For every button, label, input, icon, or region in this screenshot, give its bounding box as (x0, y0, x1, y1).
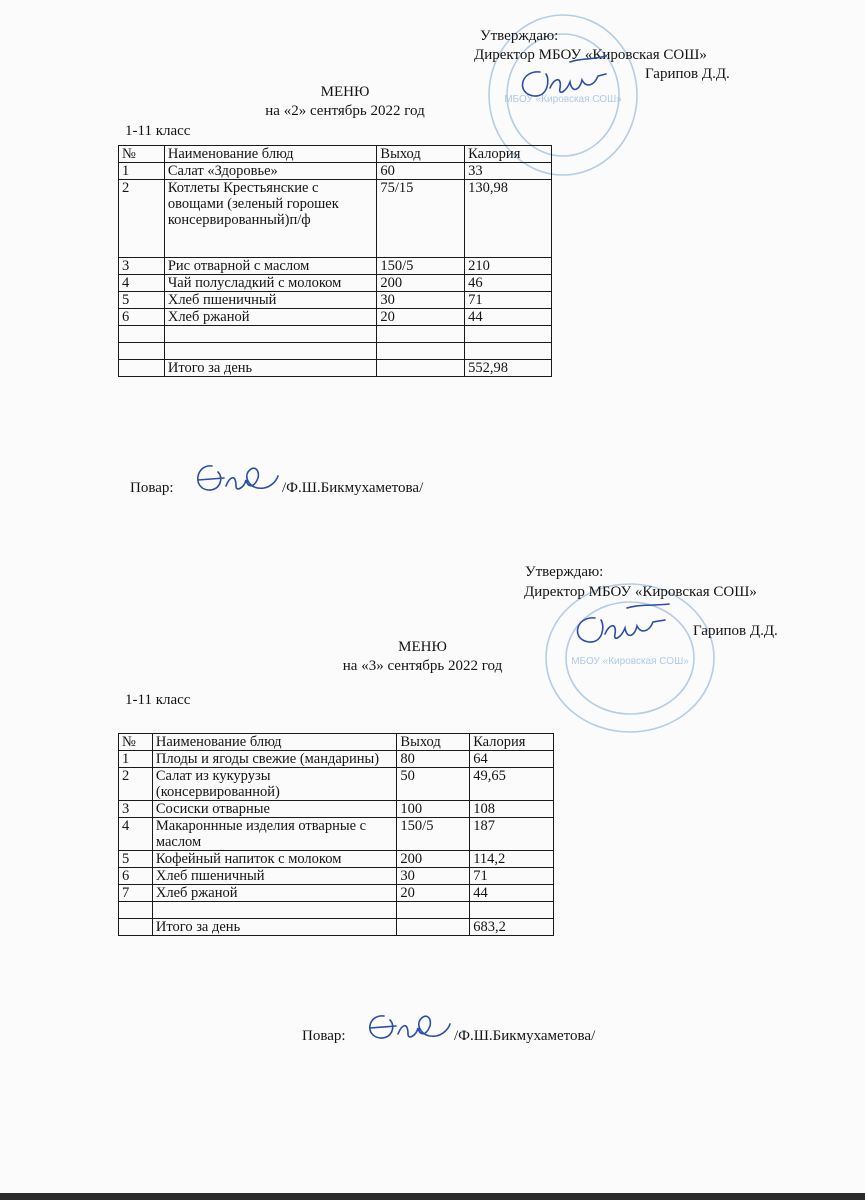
approve-label: Утверждаю: (525, 564, 604, 580)
row-cal: 130,98 (465, 180, 552, 258)
table-row (119, 751, 554, 768)
row-num: 3 (119, 801, 153, 818)
row-num: 1 (119, 751, 153, 768)
table-row (119, 163, 552, 180)
row-cal: 64 (470, 751, 554, 768)
row-name: Хлеб пшеничный (152, 868, 397, 885)
row-out: 200 (377, 275, 465, 292)
director-title: Директор МБОУ «Кировская СОШ» (474, 47, 707, 63)
row-name: Чай полусладкий с молоком (164, 275, 377, 292)
col-cal-header: Калория (465, 146, 552, 163)
row-cal: 108 (470, 801, 554, 818)
row-out: 80 (397, 751, 470, 768)
row-out: 20 (397, 885, 470, 902)
table-row (119, 885, 554, 902)
director-name: Гарипов Д.Д. (645, 66, 730, 82)
col-num-header: № (119, 146, 165, 163)
row-num: 7 (119, 885, 153, 902)
table-row (119, 275, 552, 292)
row-name: Салат из кукурузы (консервированной) (152, 768, 397, 801)
table-total-row (119, 919, 554, 936)
row-out: 150/5 (397, 818, 470, 851)
table-total-row (119, 360, 552, 377)
row-out: 50 (397, 768, 470, 801)
table-header-row (119, 146, 552, 163)
row-name: Рис отварной с маслом (164, 258, 377, 275)
stamp-text: МБОУ «Кировская СОШ» (504, 94, 622, 105)
row-name: Котлеты Крестьянские с овощами (зеленый горошек консервированный)п/ф (164, 180, 377, 258)
row-cal: 44 (470, 885, 554, 902)
menu-date: на «2» сентябрь 2022 год (265, 103, 425, 119)
table-header-row (119, 734, 554, 751)
row-cal: 114,2 (470, 851, 554, 868)
row-num: 6 (119, 309, 165, 326)
row-cal: 44 (465, 309, 552, 326)
row-cal: 33 (465, 163, 552, 180)
scan-edge (0, 1193, 865, 1200)
cook-label: Повар: (130, 480, 174, 496)
total-value: 552,98 (465, 360, 552, 377)
table-row (119, 180, 552, 258)
table-row (119, 868, 554, 885)
table-row (119, 768, 554, 801)
row-out: 20 (377, 309, 465, 326)
col-out-header: Выход (377, 146, 465, 163)
row-cal: 210 (465, 258, 552, 275)
cook-label: Повар: (302, 1028, 346, 1044)
cook-name: /Ф.Ш.Бикмухаметова/ (282, 480, 424, 496)
row-out: 100 (397, 801, 470, 818)
menu-table (118, 145, 552, 377)
table-row (119, 309, 552, 326)
row-name: Кофейный напиток с молоком (152, 851, 397, 868)
row-out: 75/15 (377, 180, 465, 258)
row-num: 5 (119, 292, 165, 309)
table-row-empty (119, 902, 554, 919)
row-name: Сосиски отварные (152, 801, 397, 818)
col-out-header: Выход (397, 734, 470, 751)
row-num: 2 (119, 180, 165, 258)
row-cal: 49,65 (470, 768, 554, 801)
table-row (119, 801, 554, 818)
col-num-header: № (119, 734, 153, 751)
director-title: Директор МБОУ «Кировская СОШ» (524, 584, 757, 600)
table-row (119, 292, 552, 309)
approve-label: Утверждаю: (480, 28, 559, 44)
row-num: 5 (119, 851, 153, 868)
row-cal: 187 (470, 818, 554, 851)
row-name: Хлеб ржаной (164, 309, 377, 326)
row-name: Хлеб ржаной (152, 885, 397, 902)
row-num: 2 (119, 768, 153, 801)
table-row (119, 818, 554, 851)
row-name: Плоды и ягоды свежие (мандарины) (152, 751, 397, 768)
row-num: 3 (119, 258, 165, 275)
total-label: Итого за день (152, 919, 397, 936)
menu-date: на «3» сентябрь 2022 год (342, 658, 503, 674)
row-out: 30 (377, 292, 465, 309)
row-name: Салат «Здоровье» (164, 163, 377, 180)
row-out: 60 (377, 163, 465, 180)
menu-table (118, 733, 554, 936)
table-row (119, 258, 552, 275)
menu-title: МЕНЮ (320, 84, 370, 100)
stamp-text: МБОУ «Кировская СОШ» (571, 656, 689, 667)
row-num: 4 (119, 275, 165, 292)
table-row-empty (119, 326, 552, 343)
table-row (119, 851, 554, 868)
row-cal: 71 (465, 292, 552, 309)
class-label: 1-11 класс (125, 692, 191, 708)
col-name-header: Наименование блюд (164, 146, 377, 163)
cook-signature (362, 1008, 454, 1050)
row-name: Хлеб пшеничный (164, 292, 377, 309)
director-name: Гарипов Д.Д. (693, 623, 778, 639)
total-label: Итого за день (164, 360, 377, 377)
row-out: 200 (397, 851, 470, 868)
row-cal: 46 (465, 275, 552, 292)
row-out: 150/5 (377, 258, 465, 275)
row-cal: 71 (470, 868, 554, 885)
row-num: 1 (119, 163, 165, 180)
col-name-header: Наименование блюд (152, 734, 397, 751)
table-row-empty (119, 343, 552, 360)
cook-signature (190, 458, 282, 502)
row-out: 30 (397, 868, 470, 885)
menu-title: МЕНЮ (398, 639, 447, 655)
row-num: 6 (119, 868, 153, 885)
cook-name: /Ф.Ш.Бикмухаметова/ (454, 1028, 596, 1044)
row-name: Макароннные изделия отварные с маслом (152, 818, 397, 851)
class-label: 1-11 класс (125, 123, 191, 139)
total-value: 683,2 (470, 919, 554, 936)
col-cal-header: Калория (470, 734, 554, 751)
row-num: 4 (119, 818, 153, 851)
